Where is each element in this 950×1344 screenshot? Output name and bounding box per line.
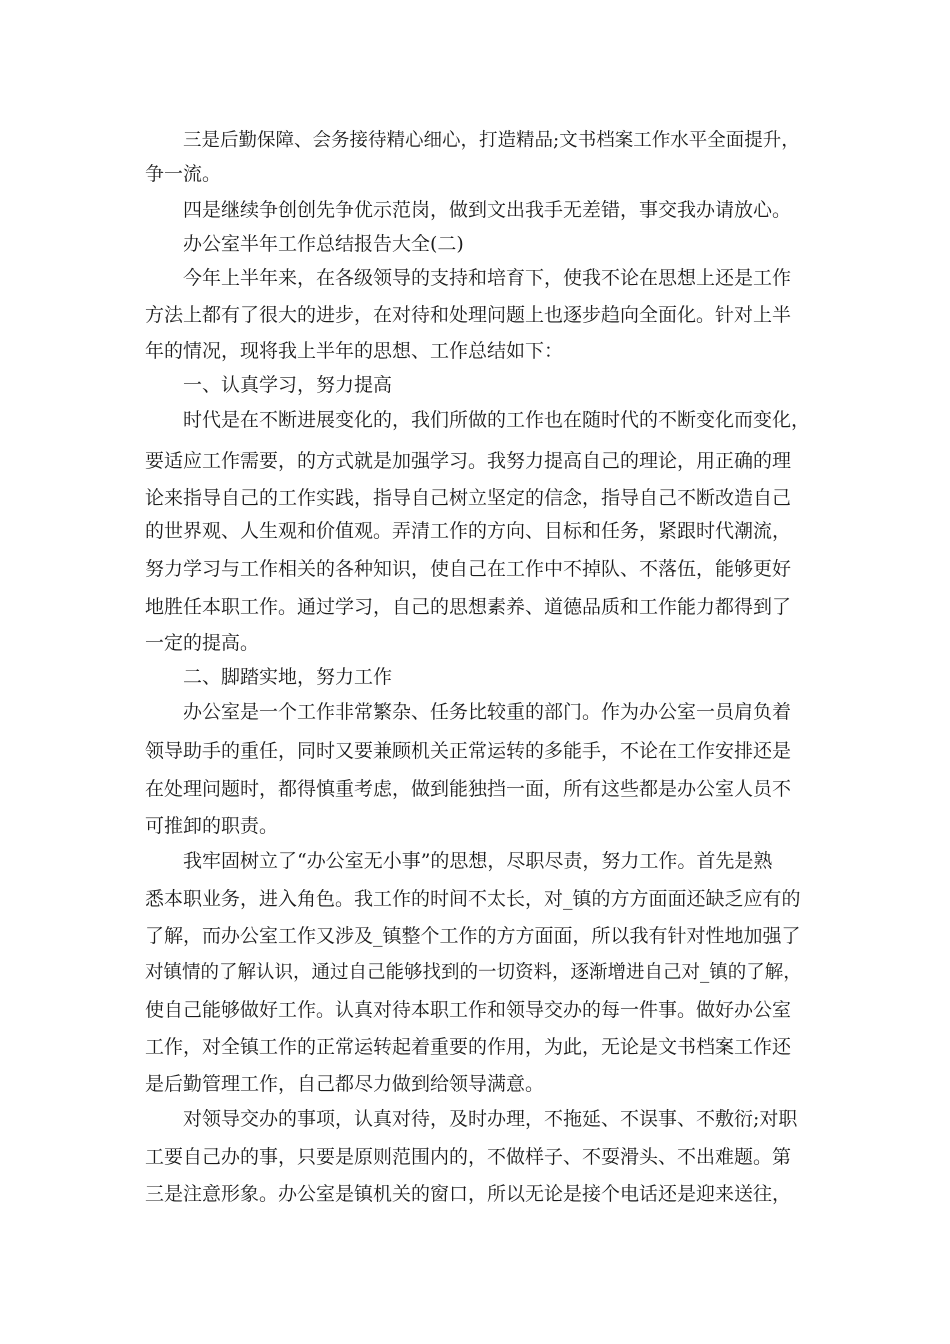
- text-line: 三是后勤保障、会务接待精心细心，打造精品;文书档案工作水平全面提升，: [183, 130, 800, 151]
- text-line: 使自己能够做好工作。认真对待本职工作和领导交办的每一件事。做好办公室: [145, 999, 792, 1021]
- text-line: 可推卸的职责。: [145, 815, 279, 837]
- text-line: 时代是在不断进展变化的，我们所做的工作也在随时代的不断变化而变化，: [183, 409, 811, 431]
- text-line: 对镇情的了解认识，通过自己能够找到的一切资料，逐渐增进自己对_镇的了解，: [145, 962, 802, 983]
- text-line: 三是注意形象。办公室是镇机关的窗口，所以无论是接个电话还是迎来送往，: [145, 1183, 792, 1205]
- section-heading: 一、认真学习，努力提高: [183, 374, 393, 396]
- section-title: 办公室半年工作总结报告大全(二): [183, 233, 464, 255]
- text-line: 对领导交办的事项，认真对待，及时办理，不拖延、不误事、不敷衍;对职: [183, 1108, 798, 1130]
- text-line: 我牢固树立了“办公室无小事”的思想，尽职尽责，努力工作。首先是熟: [183, 850, 773, 872]
- text-line: 要适应工作需要，的方式就是加强学习。我努力提高自己的理论，用正确的理: [145, 450, 792, 472]
- text-line: 办公室是一个工作非常繁杂、任务比较重的部门。作为办公室一员肩负着: [183, 701, 792, 723]
- text-line: 四是继续争创创先争优示范岗，做到文出我手无差错，事交我办请放心。: [183, 199, 792, 221]
- text-line: 一定的提高。: [145, 632, 260, 654]
- text-line: 了解，而办公室工作又涉及_镇整个工作的方方面面，所以我有针对性地加强了: [145, 925, 801, 947]
- text-line: 地胜任本职工作。通过学习，自己的思想素养、道德品质和工作能力都得到了: [145, 596, 792, 618]
- text-line: 年的情况，现将我上半年的思想、工作总结如下：: [145, 340, 564, 362]
- text-line: 工作，对全镇工作的正常运转起着重要的作用，为此，无论是文书档案工作还: [145, 1036, 792, 1058]
- section-heading: 二、脚踏实地，努力工作: [183, 666, 393, 688]
- text-line: 是后勤管理工作，自己都尽力做到给领导满意。: [145, 1073, 545, 1095]
- text-line: 的世界观、人生观和价值观。弄清工作的方向、目标和任务，紧跟时代潮流，: [145, 520, 792, 542]
- text-line: 论来指导自己的工作实践，指导自己树立坚定的信念，指导自己不断改造自己: [145, 487, 792, 509]
- text-line: 方法上都有了很大的进步，在对待和处理问题上也逐步趋向全面化。针对上半: [145, 304, 792, 326]
- text-line: 悉本职业务，进入角色。我工作的时间不太长，对_镇的方方面面还缺乏应有的: [145, 888, 801, 910]
- text-line: 领导助手的重任，同时又要兼顾机关正常运转的多能手，不论在工作安排还是: [145, 740, 792, 762]
- text-line: 在处理问题时，都得慎重考虑，做到能独挡一面，所有这些都是办公室人员不: [145, 778, 792, 800]
- text-line: 今年上半年来，在各级领导的支持和培育下，使我不论在思想上还是工作: [183, 267, 792, 289]
- text-line: 努力学习与工作相关的各种知识，使自己在工作中不掉队、不落伍，能够更好: [145, 558, 792, 580]
- text-line: 争一流。: [145, 163, 222, 185]
- text-line: 工要自己办的事，只要是原则范围内的，不做样子、不耍滑头、不出难题。第: [145, 1146, 792, 1168]
